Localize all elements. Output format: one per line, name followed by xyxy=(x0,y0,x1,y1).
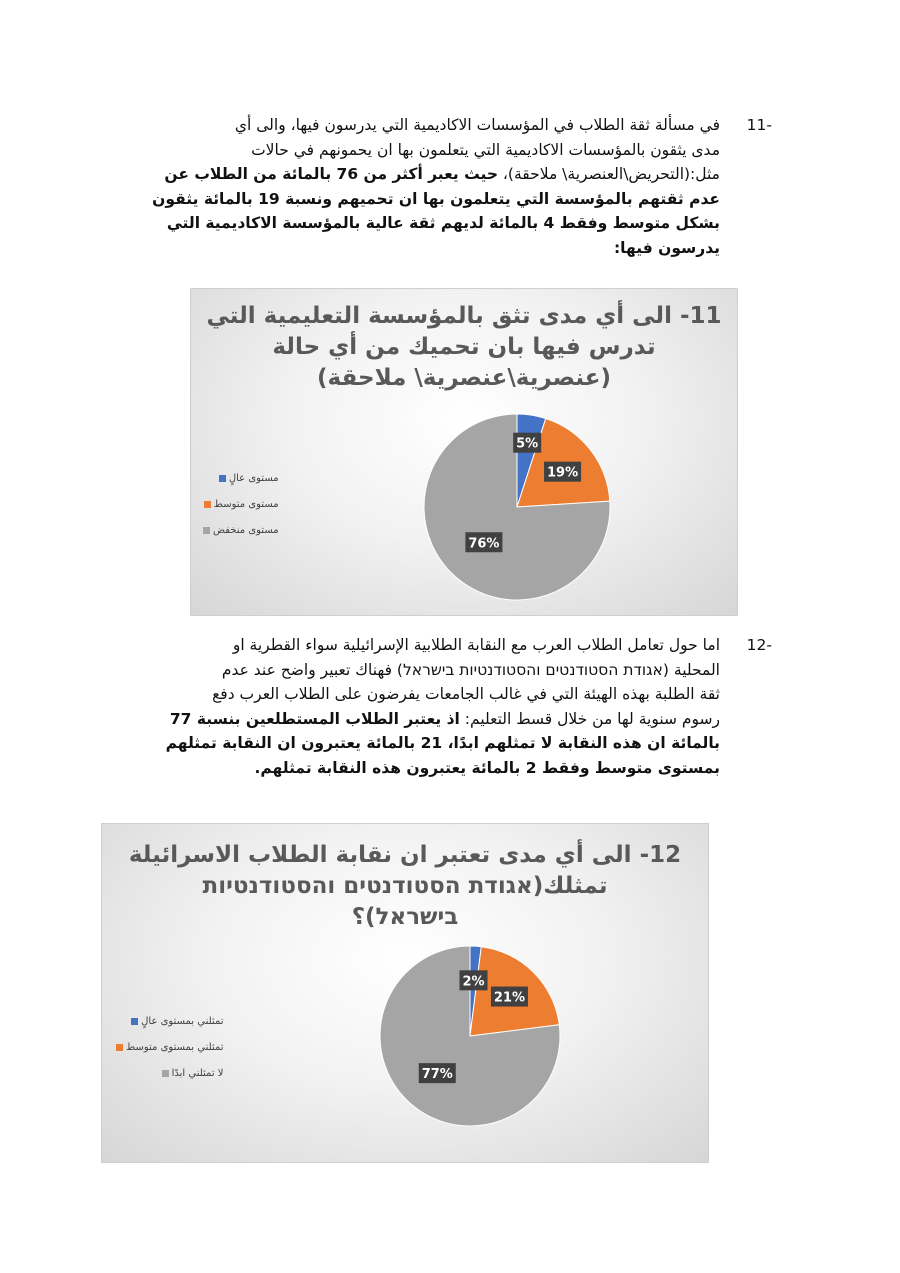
legend-item: تمثلني بمستوى عالٍ xyxy=(116,1008,224,1034)
text-line: مدى يثقون بالمؤسسات الاكاديمية التي يتعلمون بها ان يحمونهم في حالات xyxy=(251,140,720,159)
chart-title-line: 12- الى أي مدى تعتبر ان نقابة الطلاب الاسرائيلة xyxy=(128,842,682,868)
chart-11 xyxy=(190,288,738,616)
data-label-text: 21% xyxy=(493,990,526,1006)
text-line: في مسألة ثقة الطلاب في المؤسسات الاكاديمية التي يدرسون فيها، والى أي xyxy=(234,116,720,134)
data-label-text: 77% xyxy=(421,1067,453,1083)
data-label xyxy=(513,433,541,453)
text-line: بمستوى متوسط وفقط 2 بالمائة يعتبرون هذه النقابة تمثلهم. xyxy=(254,758,720,777)
paragraph-11 xyxy=(152,113,772,260)
text-line: مثل:(التحريض\العنصرية\ ملاحقة)، حيث يعبر أكثر من 76 بالمائة من الطلاب عن xyxy=(164,165,720,183)
data-label xyxy=(465,532,502,552)
text-line: المحلية (אגודת הסטודנטים והסטודנטיות בישראל) فهناك تعبير واضح عند عدم xyxy=(221,660,720,679)
data-label xyxy=(491,987,528,1007)
text-line: يدرسون فيها: xyxy=(613,238,720,257)
data-label-text: 19% xyxy=(546,465,579,481)
text-line: اما حول تعامل الطلاب العرب مع النقابة الطلابية الإسرائيلية سواء القطرية او xyxy=(232,636,720,654)
chart-title-line: 11- الى أي مدى تثق بالمؤسسة التعليمية التي xyxy=(206,303,722,329)
legend-item: مستوى عالٍ xyxy=(203,465,279,491)
data-label xyxy=(419,1063,456,1083)
paragraph-number: 11- xyxy=(746,116,772,134)
legend-item: مستوى متوسط xyxy=(203,491,279,517)
data-label-text: 2% xyxy=(462,974,485,990)
data-label xyxy=(460,970,488,990)
legend-item: لا تمثلني ابدًا xyxy=(116,1060,224,1086)
paragraph-number: 12- xyxy=(746,636,772,654)
pie-chart xyxy=(191,289,737,615)
legend-item: تمثلني بمستوى متوسط xyxy=(116,1034,224,1060)
pie-chart xyxy=(102,824,708,1162)
paragraph-12 xyxy=(160,633,772,780)
chart-title-line: בישראל)؟ xyxy=(351,904,459,930)
data-label-text: 76% xyxy=(468,536,500,552)
chart-title-line: (عنصرية\عنصرية\ ملاحقة) xyxy=(317,365,611,391)
chart-title-line: تمثلك(אגודת הסטודנטים והסטודנטיות xyxy=(202,873,608,899)
text-line: بالمائة ان هذه النقابة لا تمثلهم ابدًا، 21 بالمائة يعتبرون ان النقابة تمثلهم xyxy=(165,734,720,752)
data-label xyxy=(544,462,581,482)
chart-title-line: تدرس فيها بان تحميك من أي حالة xyxy=(272,334,656,360)
text-line: رسوم سنوية لها من خلال قسط التعليم: اذ يعتبر الطلاب المستطلعين بنسبة 77 xyxy=(169,709,720,728)
data-label-text: 5% xyxy=(516,436,539,452)
text-line: بشكل متوسط وفقط 4 بالمائة لديهم ثقة عالية بالمؤسسة الاكاديمية التي xyxy=(166,214,720,232)
text-line: ثقة الطلبة بهذه الهيئة التي في غالب الجامعات يفرضون على الطلاب العرب دفع xyxy=(212,685,720,703)
chart-12 xyxy=(101,823,709,1163)
text-line: عدم ثقتهم بالمؤسسة التي يتعلمون بها ان تحميهم ونسبة 19 بالمائة يثقون xyxy=(152,189,720,208)
legend-item: مستوى منخفض xyxy=(203,517,279,543)
